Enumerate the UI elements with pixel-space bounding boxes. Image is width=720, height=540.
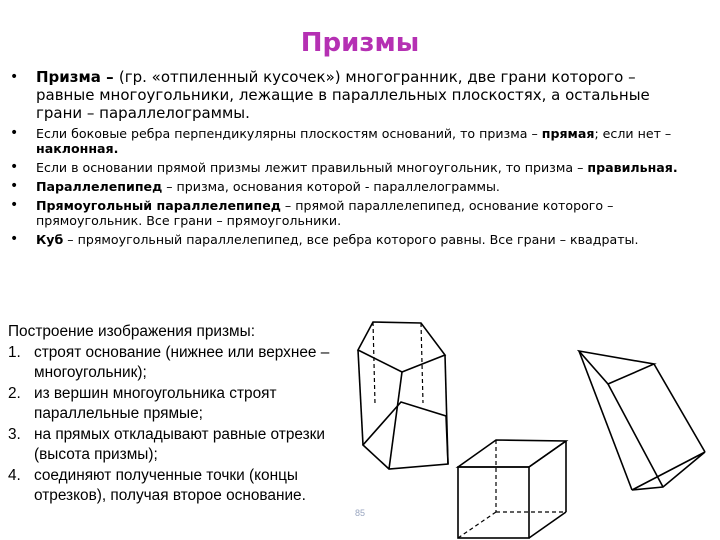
cube-figure	[458, 440, 566, 538]
page-title: Призмы	[300, 28, 420, 58]
item-bold: наклонная.	[36, 141, 119, 156]
step-number: 3.	[8, 425, 21, 443]
heading-text: Построение изображения призмы	[8, 323, 251, 340]
item-text: – прямой параллелепипед, основание которого – прямоугольник. Все грани – прямоугольники.	[36, 198, 614, 228]
item-text: ; если нет –	[594, 126, 672, 141]
step-number: 2.	[8, 384, 21, 402]
step-text: из вершин многоугольника строят параллельные прямые;	[34, 384, 277, 422]
item-bold: Куб	[36, 232, 64, 247]
bullet-icon: •	[10, 197, 19, 213]
heading-suffix: :	[250, 323, 255, 340]
triangular-prism-figure	[579, 351, 705, 490]
page-number: 85	[355, 508, 366, 518]
item-text: – прямоугольный параллелепипед, все ребра которого равны. Все грани – квадраты.	[63, 232, 639, 247]
item-bold: Прямоугольный параллелепипед	[36, 198, 281, 213]
step-text: на прямых откладывают равные отрезки (высота призмы);	[34, 425, 325, 463]
item-bold: прямая	[541, 126, 595, 141]
pentagonal-prism-figure	[358, 322, 448, 469]
step-text: соединяют полученные точки (концы отрезков), получая второе основание.	[34, 466, 306, 504]
item-bold: Параллелепипед	[36, 179, 163, 194]
bullet-icon: •	[10, 231, 19, 247]
item-bold: правильная.	[587, 160, 678, 175]
bullet-icon: •	[10, 69, 19, 85]
item-text: Если в основании прямой призмы лежит правильный многоугольник, то призма –	[36, 160, 588, 175]
item-text: (гр. «отпиленный кусочек») многогранник, две грани которого – равные многоугольники, лежащие в параллельных плоскостях, а остальные грани – параллелограммы.	[36, 68, 650, 122]
bullet-icon: •	[10, 178, 19, 194]
step-number: 1.	[8, 343, 21, 361]
bullet-icon: •	[10, 159, 19, 175]
item-text: Если боковые ребра перпендикулярны плоскостям оснований, то призма –	[36, 126, 542, 141]
bullet-icon: •	[10, 125, 19, 141]
item-text: – призма, основания которой - параллелограммы.	[162, 179, 500, 194]
item-bold: Призма –	[36, 68, 119, 86]
step-text: строят основание (нижнее или верхнее – многоугольник);	[34, 343, 330, 381]
step-number: 4.	[8, 466, 21, 484]
